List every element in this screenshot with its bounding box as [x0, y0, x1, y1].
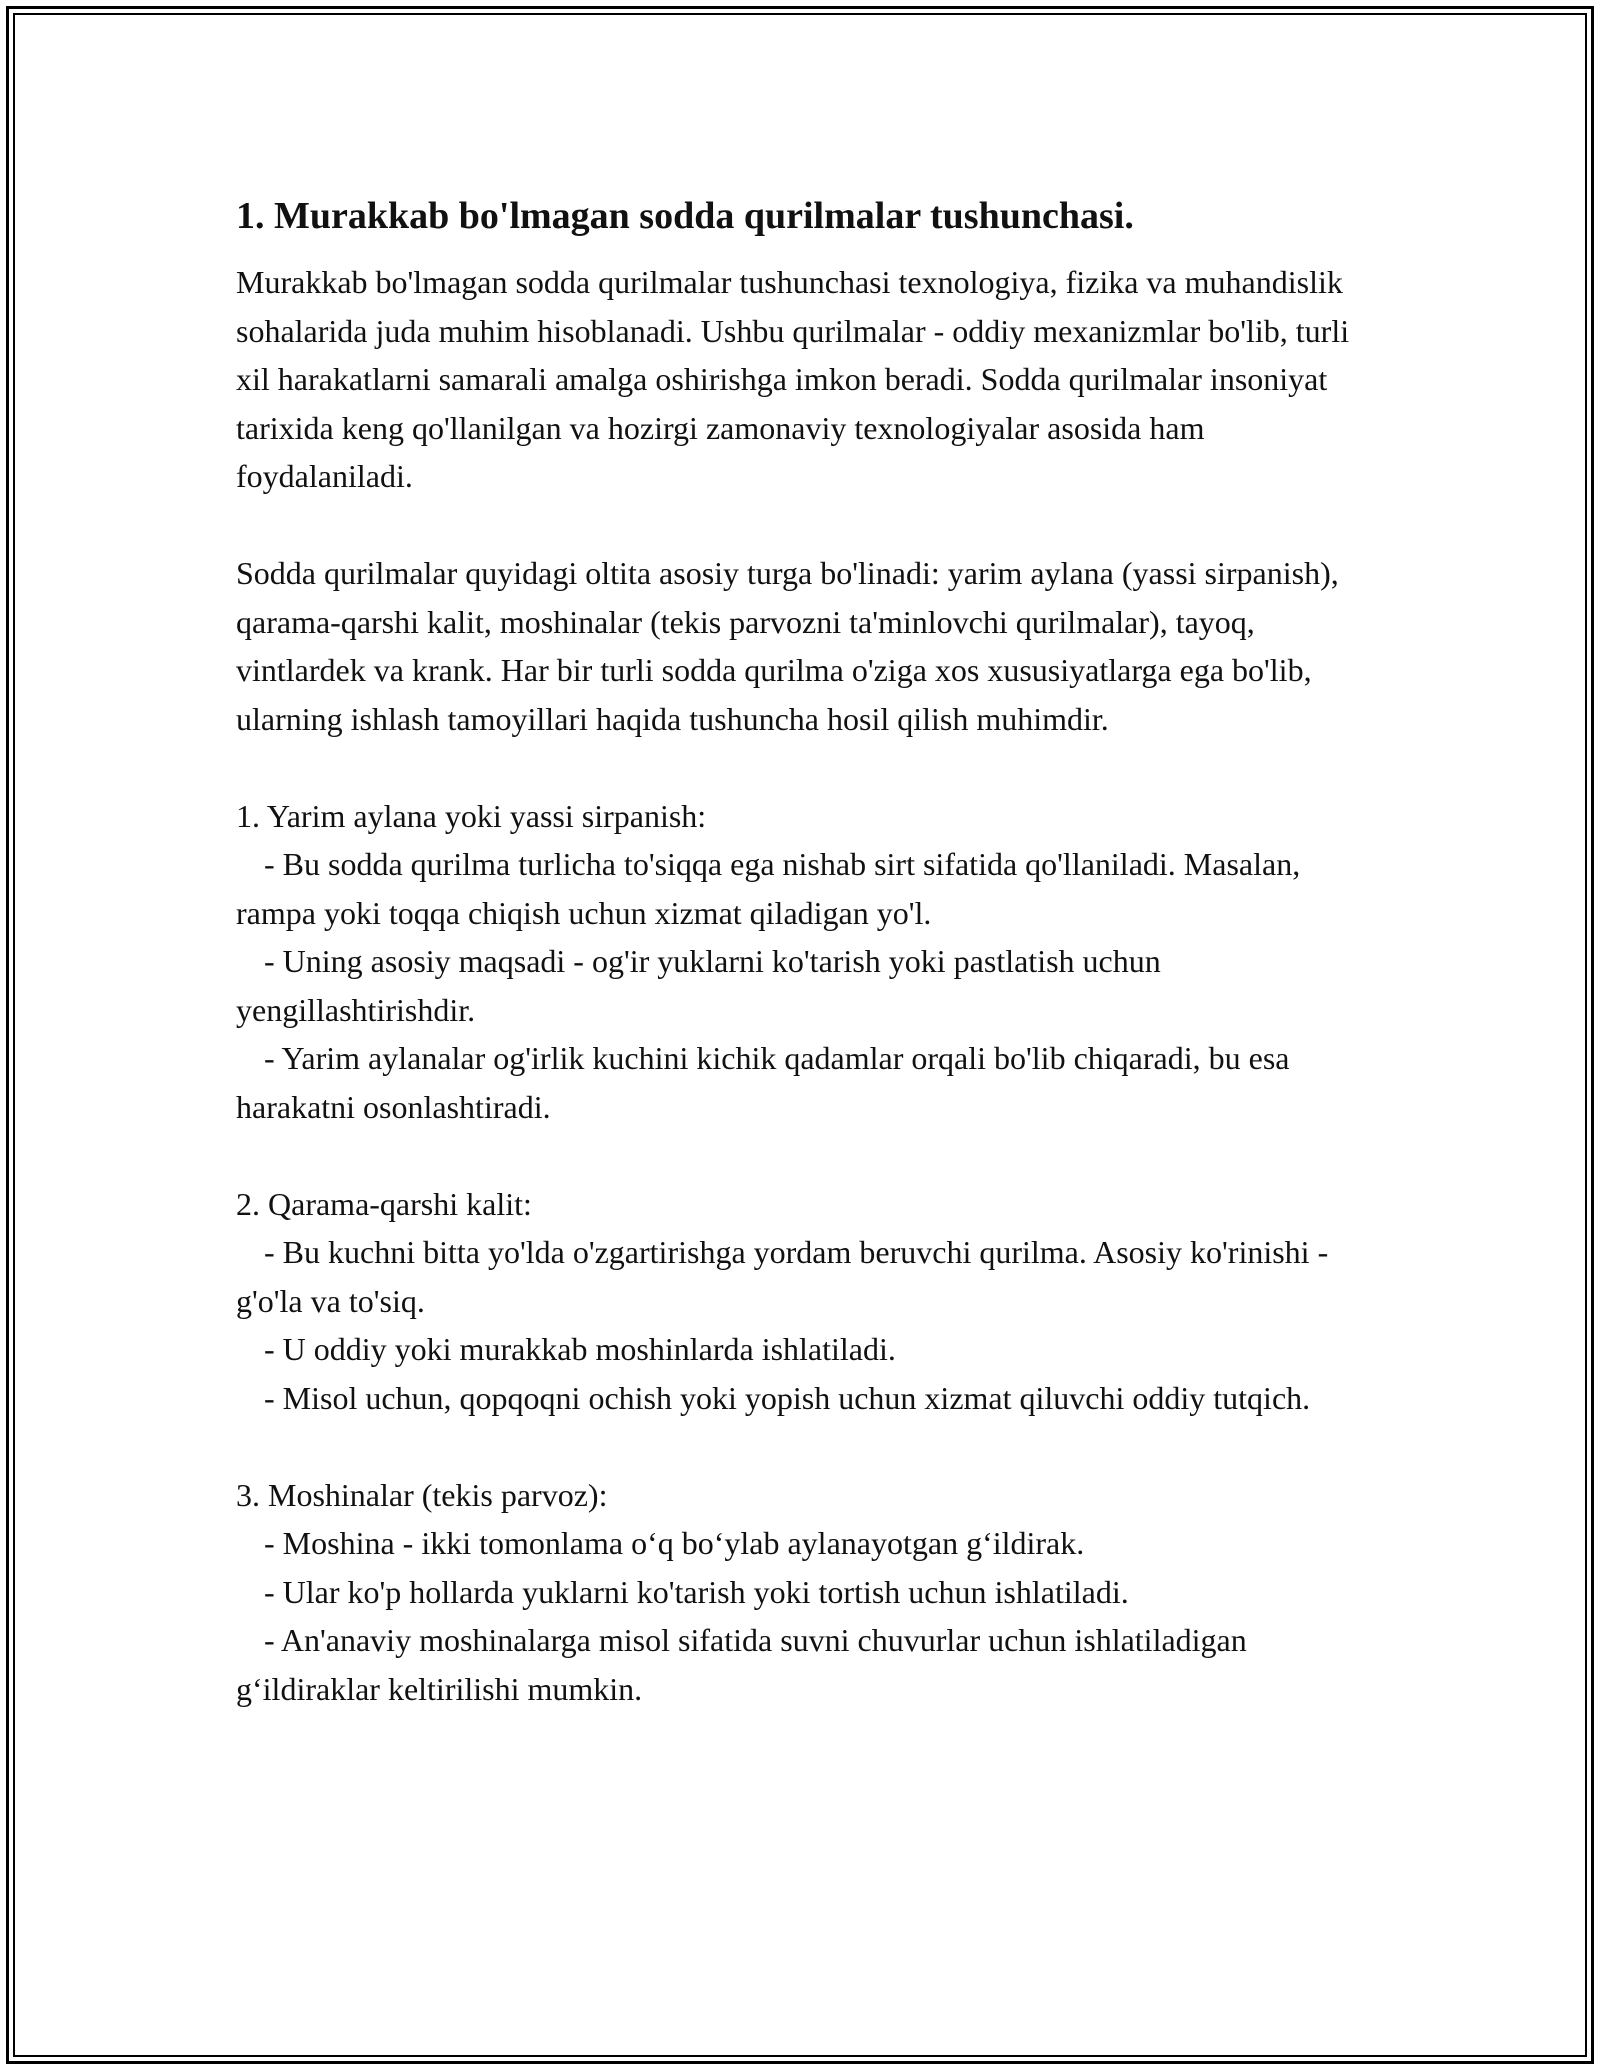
section-bullet: - An'anaviy moshinalarga misol sifatida suvni chuvurlar uchun ishlatiladigan g‘ildiraklar keltirilishi mumkin.	[236, 1622, 1247, 1707]
spacer	[236, 1131, 1356, 1180]
spacer	[236, 501, 1356, 550]
section-heading: 3. Moshinalar (tekis parvoz):	[236, 1476, 608, 1513]
spacer	[236, 743, 1356, 792]
section-bullet: - U oddiy yoki murakkab moshinlarda ishlatiladi.	[264, 1331, 896, 1367]
section-bullet: - Bu kuchni bitta yo'lda o'zgartirishga yordam beruvchi qurilma. Asosiy ko'rinishi - g'o'la va to'siq.	[236, 1234, 1329, 1319]
section-bullet: - Misol uchun, qopqoqni ochish yoki yopish uchun xizmat qiluvchi oddiy tutqich.	[264, 1379, 1311, 1416]
types-paragraph: Sodda qurilmalar quyidagi oltita asosiy turga bo'linadi: yarim aylana (yassi sirpanish), qarama-qarshi kalit, moshinalar (tekis parvozni ta'minlovchi qurilmalar), tayoq, vintlardek va krank. Har bir turli sodda qurilma o'ziga xos xususiyatlarga ega bo'lib, ularning ishlash tamoyillari haqida tushuncha hosil qilish muhimdir.	[236, 555, 1339, 737]
document-title: 1. Murakkab bo'lmagan sodda qurilmalar tushunchasi.	[236, 195, 1134, 237]
section-bullet: - Moshina - ikki tomonlama o‘q bo‘ylab aylanayotgan g‘ildirak.	[264, 1525, 1085, 1561]
section-bullet: - Yarim aylanalar og'irlik kuchini kichik qadamlar orqali bo'lib chiqaradi, bu esa harakatni osonlashtiradi.	[236, 1040, 1290, 1125]
intro-paragraph: Murakkab bo'lmagan sodda qurilmalar tushunchasi texnologiya, fizika va muhandislik sohalarida juda muhim hisoblanadi. Ushbu qurilmalar - oddiy mexanizmlar bo'lib, turli xil harakatlarni samarali amalga oshirishga imkon beradi. Sodda qurilmalar insoniyat tarixida keng qo'llanilgan va hozirgi zamonaviy texnologiyalar asosida ham foydalaniladi.	[236, 264, 1350, 494]
section-bullet: - Uning asosiy maqsadi - og'ir yuklarni ko'tarish yoki pastlatish uchun yengillashtirishdir.	[236, 943, 1161, 1028]
section-heading: 2. Qarama-qarshi kalit:	[236, 1185, 532, 1222]
section-bullet: - Bu sodda qurilma turlicha to'siqqa ega nishab sirt sifatida qo'llaniladi. Masalan, rampa yoki toqqa chiqish uchun xizmat qiladigan yo'l.	[236, 846, 1301, 931]
section-moshinalar	[236, 1471, 1356, 1714]
section-heading: 1. Yarim aylana yoki yassi sirpanish:	[236, 797, 707, 834]
section-yarim-aylana	[236, 792, 1356, 1132]
section-qarama-qarshi-kalit	[236, 1180, 1356, 1423]
section-bullet: - Ular ko'p hollarda yuklarni ko'tarish yoki tortish uchun ishlatiladi.	[264, 1573, 1129, 1610]
spacer	[236, 1422, 1356, 1471]
document-body	[236, 190, 1356, 1713]
